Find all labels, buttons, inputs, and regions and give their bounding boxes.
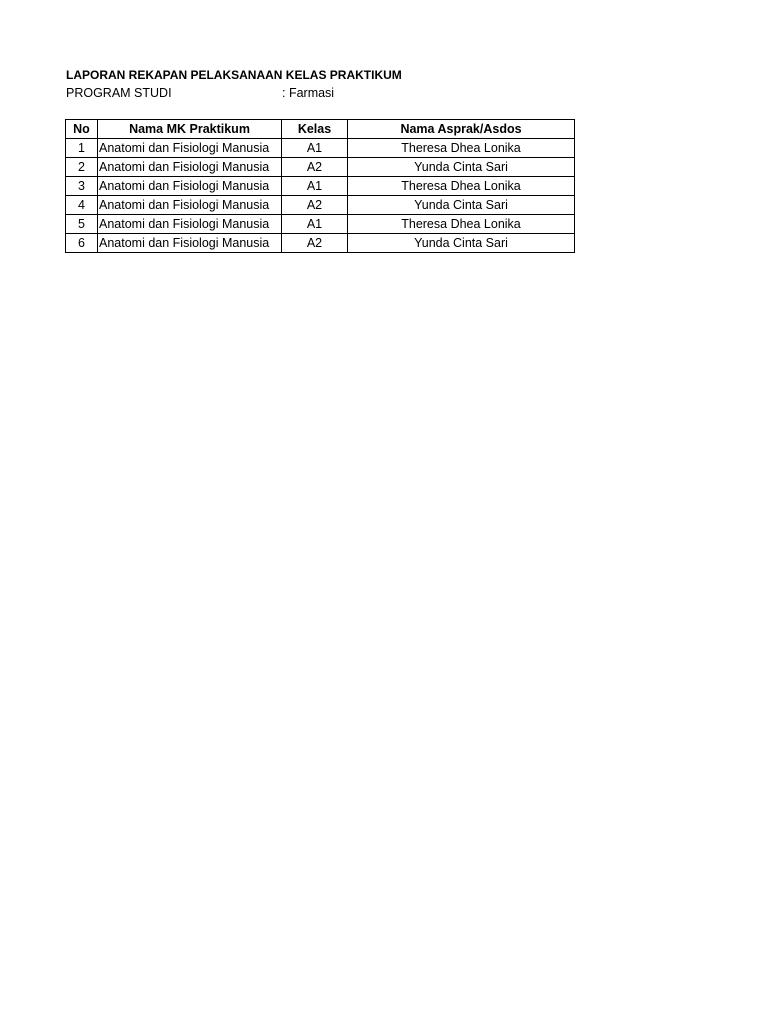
cell-nama-asprak: Theresa Dhea Lonika <box>348 139 575 158</box>
cell-no: 2 <box>66 158 98 177</box>
cell-nama-mk: Anatomi dan Fisiologi Manusia <box>98 215 282 234</box>
program-studi-value: : Farmasi <box>282 86 335 100</box>
header-no: No <box>66 120 98 139</box>
cell-nama-mk: Anatomi dan Fisiologi Manusia <box>98 196 282 215</box>
table-row <box>66 177 575 196</box>
cell-nama-asprak: Theresa Dhea Lonika <box>348 177 575 196</box>
cell-nama-mk: Anatomi dan Fisiologi Manusia <box>98 139 282 158</box>
table-row <box>66 139 575 158</box>
cell-kelas: A2 <box>282 158 348 177</box>
table-row <box>66 215 575 234</box>
cell-nama-asprak: Yunda Cinta Sari <box>348 234 575 253</box>
praktikum-table <box>65 119 575 253</box>
cell-nama-asprak: Yunda Cinta Sari <box>348 158 575 177</box>
table-row <box>66 234 575 253</box>
cell-kelas: A1 <box>282 139 348 158</box>
cell-kelas: A2 <box>282 196 348 215</box>
cell-kelas: A2 <box>282 234 348 253</box>
header-nama-asprak: Nama Asprak/Asdos <box>348 120 575 139</box>
cell-kelas: A1 <box>282 215 348 234</box>
table-header-row <box>66 120 575 139</box>
cell-nama-asprak: Theresa Dhea Lonika <box>348 215 575 234</box>
report-title: LAPORAN REKAPAN PELAKSANAAN KELAS PRAKTIKUM <box>66 68 402 82</box>
cell-nama-mk: Anatomi dan Fisiologi Manusia <box>98 158 282 177</box>
program-studi-label: PROGRAM STUDI <box>66 86 172 100</box>
table-row <box>66 196 575 215</box>
cell-nama-mk: Anatomi dan Fisiologi Manusia <box>98 234 282 253</box>
cell-nama-mk: Anatomi dan Fisiologi Manusia <box>98 177 282 196</box>
table-row <box>66 158 575 177</box>
header-kelas: Kelas <box>282 120 348 139</box>
cell-kelas: A1 <box>282 177 348 196</box>
cell-nama-asprak: Yunda Cinta Sari <box>348 196 575 215</box>
cell-no: 5 <box>66 215 98 234</box>
cell-no: 6 <box>66 234 98 253</box>
header-nama-mk: Nama MK Praktikum <box>98 120 282 139</box>
cell-no: 3 <box>66 177 98 196</box>
cell-no: 4 <box>66 196 98 215</box>
cell-no: 1 <box>66 139 98 158</box>
